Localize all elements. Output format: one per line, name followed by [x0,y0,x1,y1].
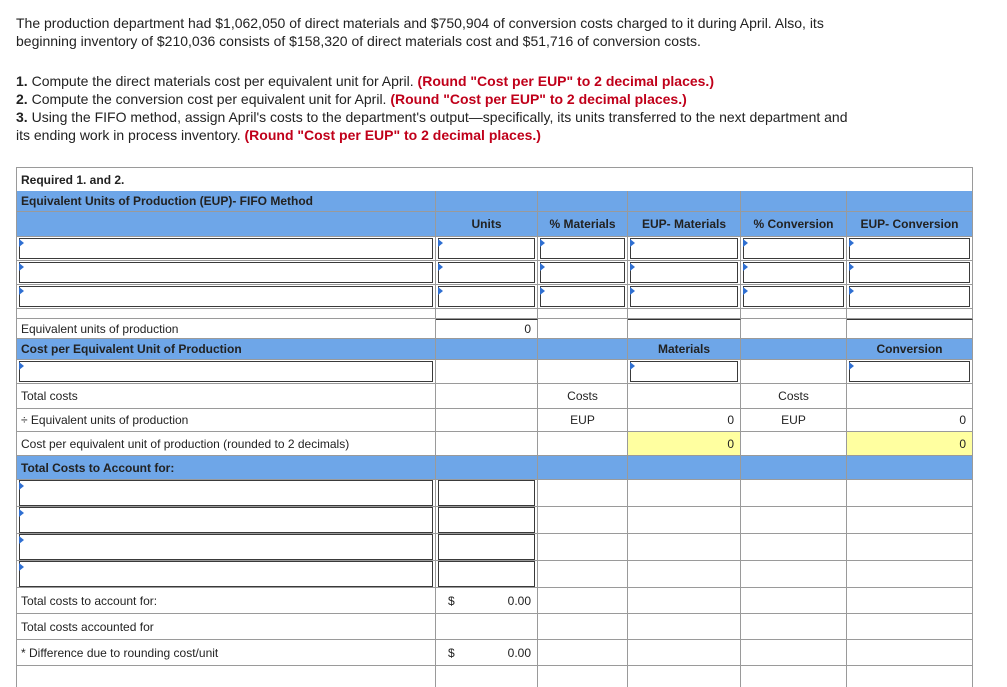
eup-total-row [16,319,973,339]
eup-conversion-cell [847,237,973,261]
blank-cell [436,384,538,409]
rounding-note: (Round "Cost per EUP" to 2 decimal places.) [244,127,541,143]
pct-conversion-input[interactable] [743,286,844,307]
tca-amount-cell [436,534,538,561]
blank-cell [538,640,628,666]
requirement-text: Using the FIFO method, assign April's costs to the department's output—specifically, its units transferred to the next department and [27,109,848,125]
blank-cell [741,360,847,384]
difference-value: 0.00 [507,645,531,660]
input-marker-icon [19,239,24,247]
spacer-cell [741,309,847,319]
column-header-pct-conversion: % Conversion [741,212,847,237]
materials-total-cost [628,384,741,409]
accounted-row [16,614,973,640]
divide-eup-label: ÷ Equivalent units of production [16,409,436,432]
requirement-text: Compute the conversion cost per equivalent unit for April. [27,91,391,107]
blank-cell [847,507,973,534]
tca-amount-cell [436,480,538,507]
tca-label-input[interactable] [19,561,433,587]
blank-cell [741,666,847,687]
blank-cell [741,588,847,614]
pct-materials-input[interactable] [540,286,625,307]
input-marker-icon [438,239,443,247]
blank-cell [628,588,741,614]
required-label: Required 1. and 2. [16,168,973,192]
difference-label: * Difference due to rounding cost/unit [16,640,436,666]
blank-cell [741,561,847,588]
input-marker-icon [849,287,854,295]
header-blank [538,339,628,360]
blank-cell [538,432,628,456]
blank-cell [538,360,628,384]
blank-cell [436,432,538,456]
blank-cell [847,561,973,588]
problem-statement [16,14,991,50]
blank-cell [741,432,847,456]
units-cell [436,261,538,285]
input-marker-icon [19,362,24,370]
pct-materials-cell [538,285,628,309]
tca-label-cell [16,480,436,507]
blank-cell [741,480,847,507]
tca-label-cell [16,507,436,534]
spacer-cell [628,309,741,319]
conversion-cost-cell [847,360,973,384]
tca-label-cell [16,561,436,588]
row-label-input[interactable] [19,286,433,307]
blank-cell [538,480,628,507]
accounted-amount [436,614,538,640]
eup-input-row [16,261,973,285]
input-marker-icon [19,482,24,490]
input-marker-icon [540,287,545,295]
label-cell [16,237,436,261]
requirement-1 [16,72,991,90]
eup-materials-input[interactable] [630,238,738,259]
tca-total-value: 0.00 [507,593,531,608]
blank-cell [538,507,628,534]
eup-materials-cell [628,285,741,309]
tca-total-row [16,588,973,614]
worksheet-title-row [16,191,973,212]
tca-amount-input[interactable] [438,534,535,560]
total-costs-label: Total costs [16,384,436,409]
blank-cell [741,614,847,640]
input-marker-icon [438,287,443,295]
blank-cell [538,588,628,614]
requirement-text: Compute the direct materials cost per equivalent unit for April. [27,73,418,89]
materials-eup-value: 0 [628,409,741,432]
blank-cell [847,588,973,614]
tca-label-input[interactable] [19,534,433,560]
input-marker-icon [630,263,635,271]
currency-symbol: $ [448,593,455,608]
cost-per-eup-row [16,432,973,456]
header-blank [538,456,628,480]
eup-materials-input[interactable] [630,262,738,283]
blank-cell [538,614,628,640]
column-header-pct-materials: % Materials [538,212,628,237]
pct-conversion-input[interactable] [743,238,844,259]
pct-materials-cell [538,237,628,261]
blank-cell [847,614,973,640]
input-marker-icon [743,287,748,295]
blank-cell [847,666,973,687]
tca-amount-input[interactable] [438,561,535,587]
blank-cell [628,480,741,507]
pct-materials-cell [538,261,628,285]
input-marker-icon [743,239,748,247]
input-marker-icon [849,362,854,370]
input-marker-icon [19,263,24,271]
total-costs-row [16,384,973,409]
input-marker-icon [743,263,748,271]
input-marker-icon [630,239,635,247]
tca-label-cell [16,534,436,561]
eup-total-units: 0 [436,319,538,339]
tca-title: Total Costs to Account for: [16,456,436,480]
column-header-units: Units [436,212,538,237]
input-marker-icon [438,263,443,271]
requirement-number: 2. [16,91,28,107]
cost-input-row [16,360,973,384]
trailing-row [16,666,973,687]
requirements-list [16,72,991,144]
eup-input-row [16,237,973,261]
column-header-eup-materials: EUP- Materials [628,212,741,237]
rounding-note: (Round "Cost per EUP" to 2 decimal places.) [417,73,714,89]
blank-cell [628,666,741,687]
divide-eup-row [16,409,973,432]
eup-total-cell [741,319,847,339]
title-cell-pct-conversion [741,191,847,212]
spacer-cell [16,309,436,319]
conversion-costs-label: Costs [741,384,847,409]
input-marker-icon [630,362,635,370]
blank-cell [847,480,973,507]
tca-total-label: Total costs to account for: [16,588,436,614]
units-input[interactable] [438,262,535,283]
blank-cell [436,409,538,432]
input-marker-icon [19,563,24,571]
spacer-row [16,309,973,319]
tca-header-row [16,456,973,480]
spacer-cell [436,309,538,319]
eup-materials-input[interactable] [630,286,738,307]
materials-costs-label: Costs [538,384,628,409]
input-marker-icon [19,287,24,295]
eup-materials-cell [628,237,741,261]
conversion-cost-input[interactable] [849,361,970,382]
requirement-3 [16,108,991,126]
materials-cost-per-eup: 0 [628,432,741,456]
requirement-number: 1. [16,73,28,89]
blank-cell [741,507,847,534]
materials-column-header: Materials [628,339,741,360]
input-marker-icon [849,239,854,247]
pct-conversion-cell [741,261,847,285]
blank-cell [538,666,628,687]
header-blank [436,339,538,360]
currency-symbol: $ [448,645,455,660]
cost-per-eup-header-row [16,339,973,360]
difference-amount-cell [436,640,538,666]
requirement-number: 3. [16,109,28,125]
eup-conversion-cell [847,285,973,309]
requirement-2 [16,90,991,108]
eup-total-materials [628,319,741,339]
header-cell-blank [16,212,436,237]
blank-cell [538,561,628,588]
input-marker-icon [540,239,545,247]
blank-cell [628,507,741,534]
pct-conversion-cell [741,237,847,261]
input-marker-icon [19,509,24,517]
header-blank [436,456,538,480]
eup-conversion-input[interactable] [849,286,970,307]
cost-label-input[interactable] [19,361,433,382]
difference-row [16,640,973,666]
title-cell-units [436,191,538,212]
units-cell [436,285,538,309]
blank-cell [741,534,847,561]
blank-cell [436,666,538,687]
blank-cell [538,534,628,561]
pct-materials-input[interactable] [540,238,625,259]
input-marker-icon [849,263,854,271]
cost-per-eup-title: Cost per Equivalent Unit of Production [16,339,436,360]
row-label-input[interactable] [19,262,433,283]
tca-total-amount-cell [436,588,538,614]
eup-total-label: Equivalent units of production [16,319,436,339]
worksheet-title: Equivalent Units of Production (EUP)- FIFO Method [16,191,436,212]
tca-amount-cell [436,561,538,588]
header-blank [628,456,741,480]
units-input[interactable] [438,238,535,259]
input-marker-icon [630,287,635,295]
blank-cell [741,640,847,666]
units-input[interactable] [438,286,535,307]
pct-conversion-input[interactable] [743,262,844,283]
blank-cell [628,534,741,561]
cost-per-eup-label: Cost per equivalent unit of production (rounded to 2 decimals) [16,432,436,456]
spacer-cell [847,309,973,319]
eup-total-conversion [847,319,973,339]
blank-cell [847,640,973,666]
row-label-input[interactable] [19,238,433,259]
accounted-label: Total costs accounted for [16,614,436,640]
tca-amount-input[interactable] [438,507,535,533]
tca-input-row [16,561,973,588]
header-blank [741,456,847,480]
worksheet-required-row [16,167,973,192]
blank-cell [847,534,973,561]
blank-cell [628,640,741,666]
title-cell-pct-materials [538,191,628,212]
conversion-eup-label: EUP [741,409,847,432]
conversion-column-header: Conversion [847,339,973,360]
input-marker-icon [540,263,545,271]
conversion-eup-value: 0 [847,409,973,432]
materials-cost-cell [628,360,741,384]
tca-amount-input[interactable] [438,480,535,506]
pct-conversion-cell [741,285,847,309]
eup-worksheet [16,167,973,687]
blank-cell [16,666,436,687]
materials-eup-label: EUP [538,409,628,432]
column-header-row [16,212,973,237]
tca-input-row [16,480,973,507]
blank-cell [628,561,741,588]
eup-input-row [16,285,973,309]
tca-label-input[interactable] [19,480,433,506]
header-blank [741,339,847,360]
label-cell [16,261,436,285]
tca-amount-cell [436,507,538,534]
requirement-3-continued [16,126,991,144]
conversion-cost-per-eup: 0 [847,432,973,456]
eup-materials-cell [628,261,741,285]
title-cell-eup-materials [628,191,741,212]
label-cell [16,285,436,309]
requirement-text: its ending work in process inventory. [16,127,245,143]
eup-conversion-input[interactable] [849,262,970,283]
units-cell [436,237,538,261]
tca-label-input[interactable] [19,507,433,533]
blank-cell [436,360,538,384]
cost-label-cell [16,360,436,384]
eup-conversion-input[interactable] [849,238,970,259]
problem-line-2: beginning inventory of $210,036 consists of $158,320 of direct materials cost and $51,716 of conversion costs. [16,33,701,49]
problem-line-1: The production department had $1,062,050 of direct materials and $750,904 of conversion costs charged to it during April. Also, its [16,15,824,31]
rounding-note: (Round "Cost per EUP" to 2 decimal places.) [390,91,687,107]
column-header-eup-conversion: EUP- Conversion [847,212,973,237]
title-cell-eup-conversion [847,191,973,212]
pct-materials-input[interactable] [540,262,625,283]
materials-cost-input[interactable] [630,361,738,382]
conversion-total-cost [847,384,973,409]
spacer-cell [538,309,628,319]
header-blank [847,456,973,480]
input-marker-icon [19,536,24,544]
blank-cell [628,614,741,640]
tca-input-row [16,507,973,534]
eup-total-cell [538,319,628,339]
tca-input-row [16,534,973,561]
eup-conversion-cell [847,261,973,285]
